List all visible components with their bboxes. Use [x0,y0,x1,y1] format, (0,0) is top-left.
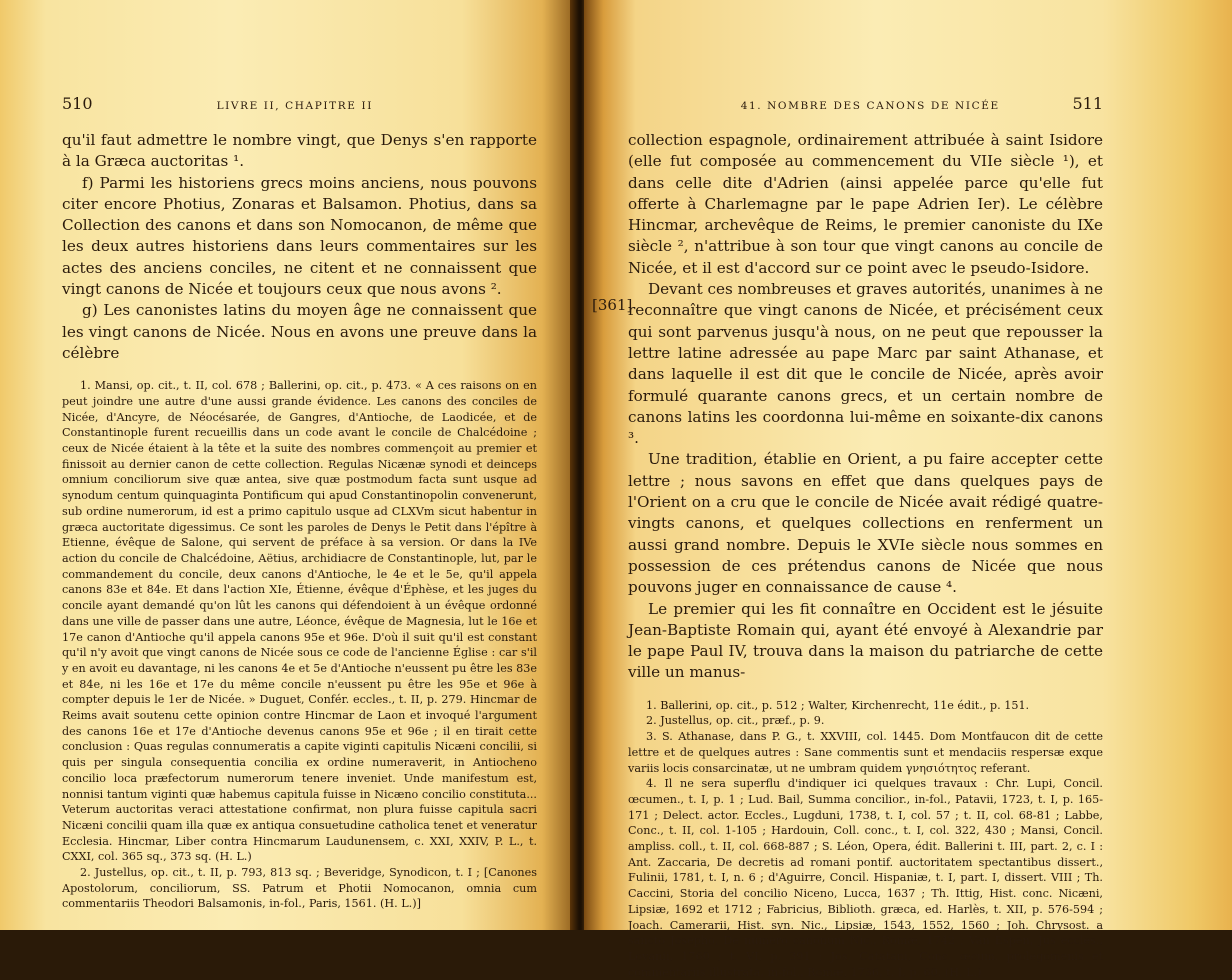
footnote: 2. Justellus, op. cit., t. II, p. 793, 813 sq. ; Beveridge, Synodicon, t. I ; [Canones Apostolorum, conciliorum, SS. Patrum et Photii Nomocanon, omnia cum commentariis Theodori Balsamonis, in-fol., Paris, 1561. (H. L.)] [62,866,537,911]
paragraph: collection espagnole, ordinairement attribuée à saint Isidore (elle fut composée au commencement du VIIe siècle ¹), et dans celle dite d'Adrien (ainsi appelée parce qu'elle fut offerte à Charlemagne par le pape Adrien Ier). Le célèbre Hincmar, archevêque de Reims, le premier canoniste du IXe siècle ², n'attribue à son tour que vingt canons au concile de Nicée, et il est d'accord sur ce point avec le pseudo-Isidore. [628,131,1103,277]
body-text [62,130,537,364]
paragraph: Devant ces nombreuses et graves autorités, unanimes à ne reconnaître que vingt canons de Nicée, et précisément ceux qui sont parvenus jusqu'à nous, on ne peut que repousser la lettre latine adressée au pape Marc par saint Athanase, et dans laquelle il est dit que le concile de Nicée, après avoir formulé quarante canons grecs, et un certain nombre de canons latins les coordonna lui-même en soixante-dix canons ³. [628,280,1103,448]
paragraph: Une tradition, établie en Orient, a pu faire accepter cette lettre ; nous savons en effet que dans quelques pays de l'Orient on a cru que le concile de Nicée avait rédigé quatre-vingts canons, et quelques collections en renferment un aussi grand nombre. Depuis le XVIe siècle nous sommes en possession de ces prétendus canons de Nicée que nous pouvons juger en connaissance de cause ⁴. [628,450,1103,597]
footnote: 1. Ballerini, op. cit., p. 512 ; Walter, Kirchenrecht, 11e édit., p. 151. [646,698,1030,712]
paragraph: g) Les canonistes latins du moyen âge ne connaissent que les vingt canons de Nicée. Nous en avons une preuve dans la célèbre [62,301,537,362]
footnote: 4. Il ne sera superflu d'indiquer ici quelques travaux : Chr. Lupi, Concil. œcumen., t. I, p. 1 ; Lud. Bail, Summa concilior., in-fol., Patavii, 1723, t. I, p. 165-171 ; Delect. actor. Eccles., Lugduni, 1738, t. I, col. 57 ; t. II, col. 68-81 ; Labbe, Conc., t. II, col. 1-105 ; Hardouin, Coll. conc., t. I, col. 322, 430 ; Mansi, Concil. ampliss. coll., t. II, col. 668-887 ; S. Léon, Opera, édit. Ballerini t. III, part. 2, c. I : Ant. Zaccaria, De decretis ad romani pontif. auctoritatem spectantibus dissert., Fulinii, 1781, t. I, n. 6 ; d'Aguirre, Concil. Hispaniæ, t. I, part. I, dissert. VIII ; Th. Caccini, Storia del concilio Niceno, Lucca, 1637 ; Th. Ittig, Hist. conc. Nicæni, Lipsiæ, 1692 et 1712 ; Fabricius, Biblioth. græca, ed. Harlès, t. XII, p. 576-594 ; Joach. Camerarii, Hist. syn. Nic., Lipsiæ, 1543, 1552, 1560 ; Joh. Chrysost. a sancto Josepho, De numero canonum Nic., Romæ, 1742 ; Van Espen, Jus eccles., Lovanii, 1760 ; t. VI, p. 391 ; Jos. Catatani, Conc. œcum. prolegomenis et commentariis illustrata, in-fol., Romæ, 1736, t. I, p. 60. (H. L.) [628,777,1103,979]
running-header [62,94,537,120]
paragraph: f) Parmi les historiens grecs moins anciens, nous pouvons citer encore Photius, Zonaras et Balsamon. Photius, dans sa Collection des canons et dans son Nomocanon, de même que les deux autres historiens dans leurs commentaires sur les actes des anciens conciles, ne citent et ne connaissent que vingt canons de Nicée et toujours ceux que nous avons ². [62,173,537,299]
footnote: 2. Justellus, op. cit., præf., p. 9. [646,714,825,728]
paragraph: Le premier qui les fit connaître en Occident est le jésuite Jean-Baptiste Romain qui, ayant été envoyé à Alexandrie par le pape Paul IV, trouva dans la maison du patriarche de cette ville un manus- [628,599,1103,682]
footnote: 3. S. Athanase, dans P. G., t. XXVIII, col. 1445. Dom Montfaucon dit de cette lettre et de quelques autres : Sane commentis sunt et mendaciis respersæ exque variis locis consarcinatæ, ut ne umbram quidem γνησιότητος referant. [628,730,1103,775]
footnote: 1. Mansi, op. cit., t. II, col. 678 ; Ballerini, op. cit., p. 473. « A ces raisons on en peut joindre une autre d'une aussi grande évidence. Les canons des conciles de Nicée, d'Ancyre, de Néocésarée, de Gangres, d'Antioche, de Laodicée, et de Constantinople furent recueillis dans un code avant le concile de Chalcédoine ; ceux de Nicée étaient à la tête et la suite des nombres commençoit au premier et finissoit au dernier canon de cette collection. Regulas Nicænæ synodi et deinceps omnium conciliorum sive quæ antea, sive quæ postmodum facta sunt usque ad synodum centum quinquaginta Pontificum qui apud Constantinopolin convenerunt, sub ordine numerorum, id est a primo capitulo usque ad CLXVm sicut habentur in græca auctoritate digessimus. Ce sont les paroles de Denys le Petit dans l'épître à Etienne, évêque de Salone, qui servent de préface à sa version. Or dans la IVe action du concile de Chalcédoine, Aëtius, archidiacre de Constantinople, lut, par le commandement du concile, deux canons d'Antioche, le 4e et le 5e, qu'il appela canons 83e et 84e. Et dans l'action XIe, Étienne, évêque d'Éphèse, et les juges du concile ayant demandé qu'on lût les canons qui défendoient à un évêque ordonné dans une ville de passer dans une autre, Léonce, évêque de Magnesia, lut le 16e et 17e canon d'Antioche qu'il appela canons 95e et 96e. D'où il suit qu'il est constant qu'il n'y avoit que vingt canons de Nicée sous ce code de l'ancienne Église : car s'il y en avoit eu davantage, ni les canons 4e et 5e d'Antioche n'eussent pu être les 83e et 84e, ni les 16e et 17e du même concile n'eussent pu être les 95e et 96e à compter depuis le 1er de Nicée. » Duguet, Confér. eccles., t. II, p. 279. Hincmar de Reims avait soutenu cette opinion contre Hincmar de Laon et invoqué l'argument des canons 16e et 17e d'Antioche devenus canons 95e et 96e ; il en tirait cette conclusion : Quas regulas connumeratis a capite viginti capitulis Nicæni concilii, si quis per singula consequentia concilia ex ordine numeraverit, in Antiocheno concilio loca præfectorum numerorum tenere inveniet. Unde manifestum est, nonnisi tantum viginti quæ habemus capitula fuisse in Nicæno concilio constituta... Veterum auctoritas veraci attestatione confirmat, non plura fuisse capitula sacri Nicæni concilii quam illa quæ ex antiqua consuetudine catholica tenet et veneratur Ecclesia. Hincmar, Liber contra Hincmarum Laudunensem, c. XXI, XXIV, P. L., t. CXXI, col. 365 sq., 373 sq. (H. L.) [62,379,537,864]
footnotes [628,698,1103,980]
left-page [0,0,577,930]
footnotes [62,378,537,912]
paragraph: qu'il faut admettre le nombre vingt, que Denys s'en rapporte à la Græca auctoritas ¹. [62,131,537,171]
running-title: 41. NOMBRE DES CANONS DE NICÉE [740,100,1000,112]
running-title: LIVRE II, CHAPITRE II [216,100,373,112]
right-page [584,0,1232,979]
marginal-page-reference: [361] [592,296,633,314]
page-number: 510 [62,94,93,113]
page-number: 511 [1072,94,1103,113]
body-text [628,130,1103,684]
running-header [628,94,1103,120]
